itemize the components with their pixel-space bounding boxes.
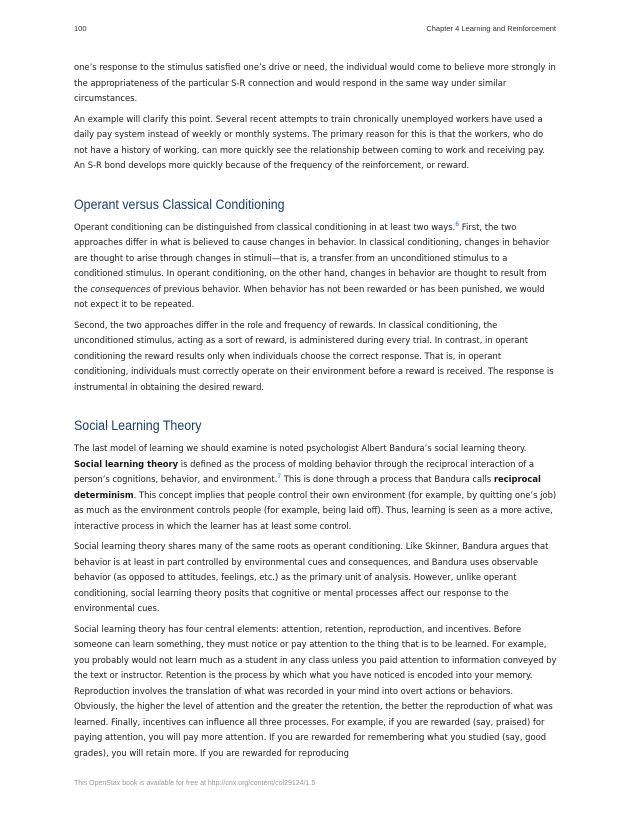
text-run: is defined as the process of molding behavior through the reciprocal interaction of a person’s cognitions, behavior, and environment. bbox=[74, 458, 534, 484]
page-number: 100 bbox=[74, 24, 87, 33]
text-run: This is done through a process that Bandura calls bbox=[281, 474, 494, 484]
page-footer: This OpenStax book is available for free at http://cnx.org/content/col29124/1.5 bbox=[74, 780, 316, 787]
text-run: . This concept implies that people control their own environment (for example, by quitting one’s job) as much as the environment controls people (for example, being laid off). Thus, learning is seen as a more active, interactive process in which the learner has at least some control. bbox=[74, 489, 557, 531]
text-run: First, the two approaches differ in what is believed to cause changes in behavior. In classical conditioning, changes in behavior are thought to arise through changes in stimuli—that is, a transfer from an unconditioned stimulus to a conditioned stimulus. In operant conditioning, on the other hand, changes in behavior are thought to result from the bbox=[74, 221, 550, 294]
section-heading-operant: Operant versus Classical Conditioning bbox=[74, 196, 285, 212]
chapter-title: Chapter 4 Learning and Reinforcement bbox=[426, 24, 556, 33]
text-run: The last model of learning we should examine is noted psychologist Albert Bandura’s social learning theory. bbox=[74, 443, 527, 453]
paragraph: Second, the two approaches differ in the role and frequency of rewards. In classical conditioning, the unconditioned stimulus, acting as a sort of reward, is administered during every trial. In contrast, in operant conditioning the reward results only when individuals choose the correct response. That is, in operant conditioning, individuals must correctly operate on their environment before a reward is received. The response is instrumental in obtaining the desired reward. bbox=[74, 319, 554, 392]
paragraph bbox=[74, 441, 557, 534]
paragraph bbox=[74, 220, 557, 313]
footnote-ref-6[interactable]: 6 bbox=[455, 220, 460, 228]
emphasis-text: consequences bbox=[90, 283, 151, 294]
text-run: of previous behavior. When behavior has not been rewarded or has been punished, we would not expect it to be repeated. bbox=[74, 283, 545, 309]
key-term: reciprocal determinism bbox=[74, 474, 541, 500]
key-term: Social learning theory bbox=[74, 458, 179, 469]
text-run: Operant conditioning can be distinguished from classical conditioning in at least two ways. bbox=[74, 221, 456, 232]
footnote-ref-7[interactable]: 7 bbox=[277, 473, 282, 480]
section-heading-social-learning: Social Learning Theory bbox=[74, 418, 202, 433]
paragraph: Social learning theory has four central elements: attention, retention, reproduction, and incentives. Before someone can learn something, they must notice or pay attention to the thing that is to be learned. For example, you probably would not learn much as a student in any class unless you paid attention to information conveyed by the text or instructor. Retention is the process by which what you have noticed is encoded into your memory. Reproduction involves the translation of what was recorded in your mind into overt actions or behaviors. Obviously, the higher the level of attention and the greater the retention, the better the reproduction of what was learned. Finally, incentives can influence all three processes. For example, if you are rewarded (say, praised) for paying attention, you will pay more attention. If you are rewarded for remembering what you studied (say, good grades), you will retain more. If you are rewarded for reproducing bbox=[74, 623, 557, 758]
page-content bbox=[74, 60, 557, 766]
running-header bbox=[74, 24, 556, 33]
paragraph: Social learning theory shares many of the same roots as operant conditioning. Like Skinner, Bandura argues that behavior is at least in part controlled by environmental cues and consequences, and Bandura uses observable behavior (as opposed to attitudes, feelings, etc.) as the primary unit of analysis. However, unlike operant conditioning, social learning theory posits that cognitive or mental processes affect our response to the environmental cues. bbox=[74, 541, 549, 613]
paragraph: one’s response to the stimulus satisfied one’s drive or need, the individual would come to believe more strongly in the appropriateness of the particular S-R connection and would respond in the same way under similar circumstances. bbox=[74, 62, 556, 103]
paragraph: An example will clarify this point. Several recent attempts to train chronically unemployed workers have used a daily pay system instead of weekly or monthly systems. The primary reason for this is that the workers, who do not have a history of working, can more quickly see the relationship between coming to work and receiving pay. An S-R bond develops more quickly because of the frequency of the reinforcement, or reward. bbox=[74, 113, 545, 170]
